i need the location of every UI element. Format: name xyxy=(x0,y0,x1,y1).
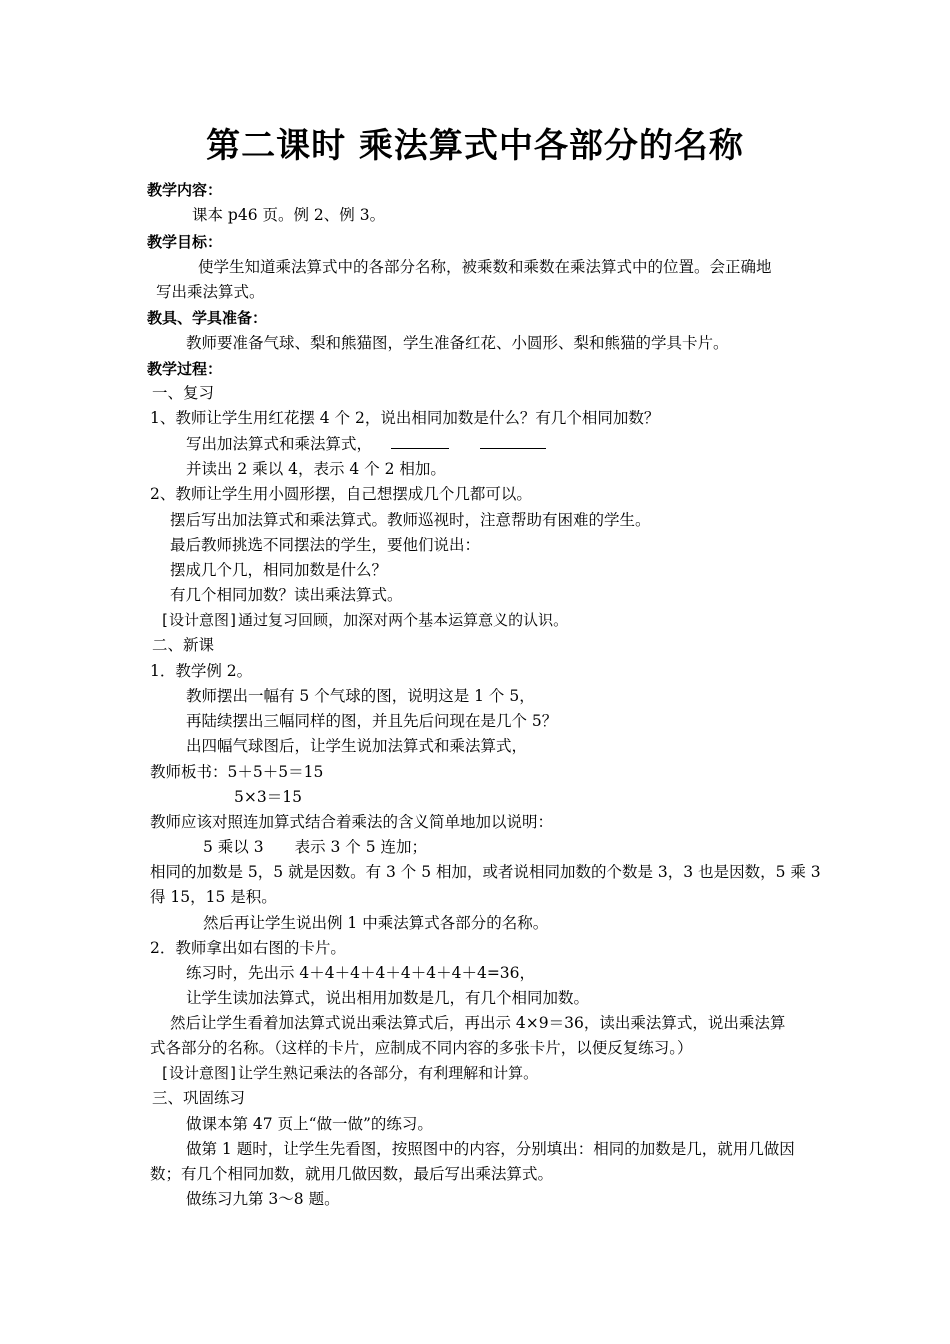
section-label-goal: 教学目标： xyxy=(147,233,223,251)
answer-blank xyxy=(391,434,449,449)
practice-line: 做练习九第 3～8 题。 xyxy=(186,1190,340,1208)
newlesson-line: 式各部分的名称。（这样的卡片，应制成不同内容的多张卡片，以便反复练习。） xyxy=(150,1039,693,1057)
newlesson-line: 教师应该对照连加算式结合着乘法的含义简单地加以说明： xyxy=(150,813,554,831)
newlesson-line: 然后让学生看着加法算式说出乘法算式后，再出示 4×9＝36，读出乘法算式，说出乘法算 xyxy=(170,1014,786,1032)
practice-line: 数；有几个相同加数，就用几做因数，最后写出乘法算式。 xyxy=(150,1165,554,1183)
design-intent-note: [设计意图]让学生熟记乘法的各部分，有利理解和计算。 xyxy=(160,1064,539,1082)
review-line: 2、教师让学生用小圆形摆，自己想摆成几个几都可以。 xyxy=(150,485,532,503)
review-line xyxy=(186,434,546,454)
newlesson-line: 教师摆出一幅有 5 个气球的图，说明这是 1 个 5， xyxy=(186,687,535,705)
newlesson-line: 2．教师拿出如右图的卡片。 xyxy=(150,939,346,957)
section-label-tools: 教具、学具准备： xyxy=(147,309,268,327)
review-heading: 一、复习 xyxy=(152,384,215,402)
newlesson-line: 出四幅气球图后，让学生说加法算式和乘法算式， xyxy=(186,737,528,755)
newlesson-line: 5 乘以 3 表示 3 个 5 连加； xyxy=(203,838,428,856)
review-line-text: 写出加法算式和乘法算式， xyxy=(186,435,373,453)
content-text: 课本 p46 页。例 2、例 3。 xyxy=(192,206,386,224)
review-line: 最后教师挑选不同摆法的学生，要他们说出： xyxy=(170,536,481,554)
practice-line: 做第 1 题时，让学生先看图，按照图中的内容，分别填出：相同的加数是几，就用几做因 xyxy=(186,1140,795,1158)
newlesson-line: 让学生读加法算式，说出相用加数是几，有几个相同加数。 xyxy=(186,989,590,1007)
newlesson-line: 然后再让学生说出例 1 中乘法算式各部分的名称。 xyxy=(203,914,549,932)
section-label-process: 教学过程： xyxy=(147,360,223,378)
newlesson-heading: 二、新课 xyxy=(152,636,215,654)
newlesson-line: 1．教学例 2。 xyxy=(150,662,253,680)
answer-blank xyxy=(480,434,546,449)
newlesson-line: 再陆续摆出三幅同样的图，并且先后问现在是几个 5？ xyxy=(186,712,558,730)
practice-heading: 三、巩固练习 xyxy=(152,1089,246,1107)
review-line: 摆成几个几，相同加数是什么？ xyxy=(170,561,388,579)
board-writing-2: 5×3＝15 xyxy=(234,788,302,806)
board-writing-1: 教师板书：5＋5＋5＝15 xyxy=(150,763,324,781)
goal-line-1: 使学生知道乘法算式中的各部分名称，被乘数和乘数在乘法算式中的位置。会正确地 xyxy=(198,258,772,276)
section-label-content: 教学内容： xyxy=(147,181,223,199)
newlesson-line: 练习时，先出示 4＋4＋4＋4＋4＋4＋4＋4=36， xyxy=(186,964,536,982)
newlesson-line: 相同的加数是 5，5 就是因数。有 3 个 5 相加，或者说相同加数的个数是 3，3 也是因数，5 乘 3 xyxy=(150,863,821,881)
page-title: 第二课时 乘法算式中各部分的名称 xyxy=(206,126,744,166)
goal-line-2: 写出乘法算式。 xyxy=(156,283,265,301)
review-line: 1、教师让学生用红花摆 4 个 2，说出相同加数是什么？有几个相同加数？ xyxy=(150,409,660,427)
newlesson-line: 得 15，15 是积。 xyxy=(150,888,277,906)
design-intent-note: [设计意图]通过复习回顾，加深对两个基本运算意义的认识。 xyxy=(160,611,569,629)
tools-text: 教师要准备气球、梨和熊猫图，学生准备红花、小圆形、梨和熊猫的学具卡片。 xyxy=(186,334,729,352)
practice-line: 做课本第 47 页上“做一做”的练习。 xyxy=(186,1115,433,1133)
review-line: 有几个相同加数？读出乘法算式。 xyxy=(170,586,403,604)
review-line: 并读出 2 乘以 4，表示 4 个 2 相加。 xyxy=(186,460,446,478)
review-line: 摆后写出加法算式和乘法算式。教师巡视时，注意帮助有困难的学生。 xyxy=(170,511,651,529)
